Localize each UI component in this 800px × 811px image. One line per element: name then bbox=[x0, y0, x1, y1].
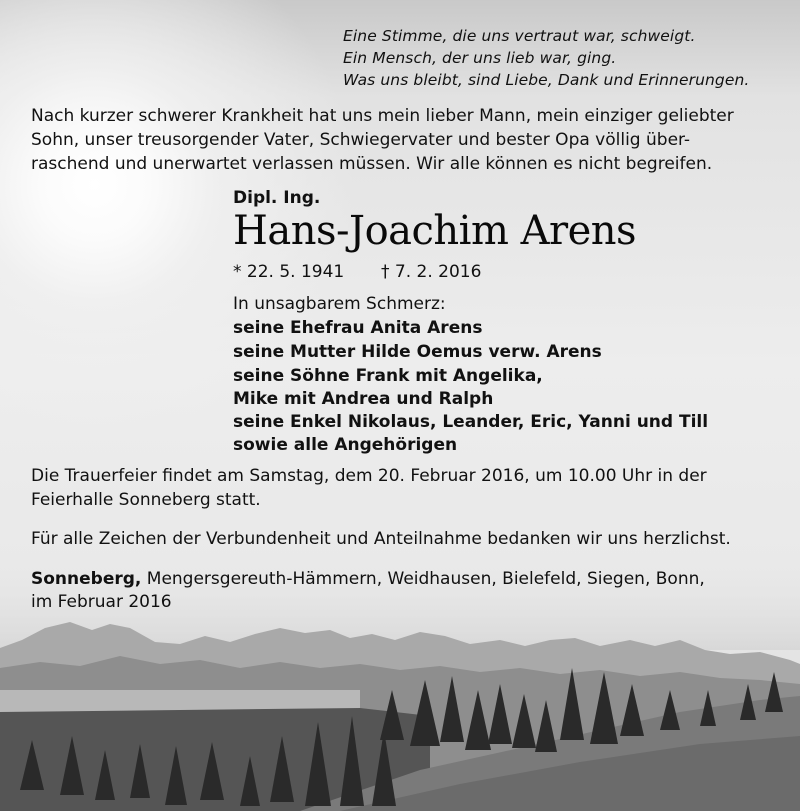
mourner-line: seine Enkel Nikolaus, Leander, Eric, Yanni und Till bbox=[233, 412, 709, 432]
mourner-line: seine Mutter Hilde Oemus verw. Arens bbox=[233, 342, 602, 362]
mourner-line: sowie alle Angehörigen bbox=[233, 435, 458, 455]
poem-line: Ein Mensch, der uns lieb war, ging. bbox=[343, 49, 617, 67]
funeral-line: Die Trauerfeier findet am Samstag, dem 20. Februar 2016, um 10.00 Uhr in der bbox=[31, 466, 707, 486]
intro-line: raschend und unerwartet verlassen müssen. Wir alle können es nicht begreifen. bbox=[31, 154, 713, 174]
intro-line: Nach kurzer schwerer Krankheit hat uns mein lieber Mann, mein einziger geliebter bbox=[31, 106, 734, 126]
mourner-line: Mike mit Andrea und Ralph bbox=[233, 389, 494, 409]
funeral-line: Feierhalle Sonneberg statt. bbox=[31, 490, 261, 510]
poem-line: Was uns bleibt, sind Liebe, Dank und Erinnerungen. bbox=[343, 71, 750, 89]
closing-date: im Februar 2016 bbox=[31, 592, 172, 612]
death-date: † 7. 2. 2016 bbox=[381, 262, 482, 282]
thanks-line: Für alle Zeichen der Verbundenheit und Anteilnahme bedanken wir uns herzlichst. bbox=[31, 529, 731, 549]
mourner-line: seine Söhne Frank mit Angelika, bbox=[233, 366, 543, 386]
birth-date: * 22. 5. 1941 bbox=[233, 262, 345, 282]
places-line bbox=[31, 569, 705, 589]
place-bold: Sonneberg, bbox=[31, 569, 142, 589]
intro-line: Sohn, unser treusorgender Vater, Schwiegervater und bester Opa völlig über- bbox=[31, 130, 691, 150]
mourner-line: seine Ehefrau Anita Arens bbox=[233, 318, 483, 338]
academic-title: Dipl. Ing. bbox=[233, 188, 321, 208]
deceased-name: Hans-Joachim Arens bbox=[233, 208, 637, 254]
place-list: Mengersgereuth-Hämmern, Weidhausen, Bielefeld, Siegen, Bonn, bbox=[141, 569, 705, 589]
mourners-lead: In unsagbarem Schmerz: bbox=[233, 294, 446, 314]
poem-line: Eine Stimme, die uns vertraut war, schweigt. bbox=[343, 27, 696, 45]
